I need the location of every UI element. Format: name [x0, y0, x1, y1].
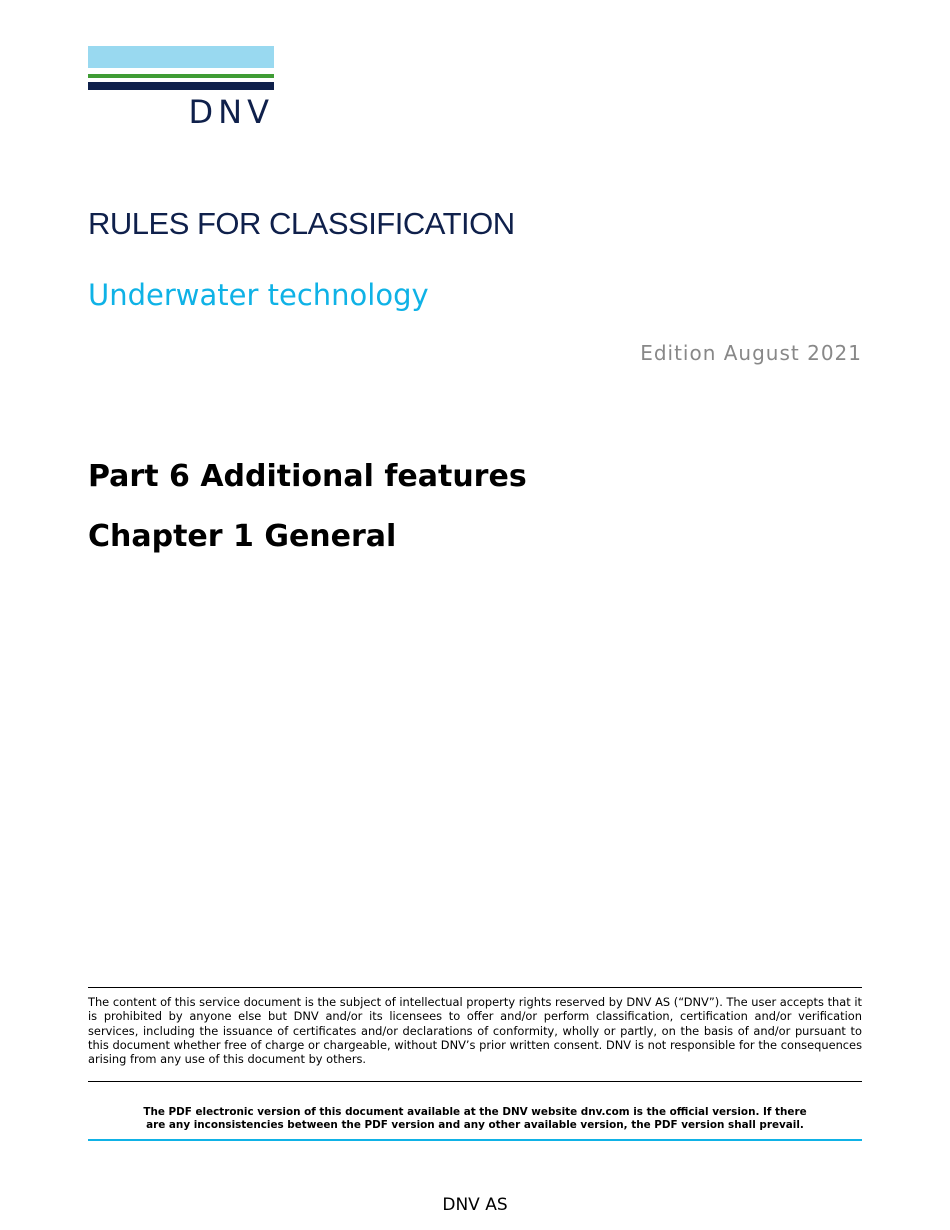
- logo-light-blue-band: [88, 46, 274, 68]
- document-type-title: RULES FOR CLASSIFICATION: [88, 206, 515, 241]
- part-title: Part 6 Additional features: [88, 459, 527, 494]
- document-subject: Underwater technology: [88, 278, 429, 312]
- pdf-notice-line-1: The PDF electronic version of this document available at the DNV website dnv.com is the official version. If there: [143, 1106, 807, 1118]
- publisher-name: DNV AS: [442, 1195, 508, 1215]
- logo-wordmark: DNV: [188, 93, 274, 131]
- divider-top: [88, 987, 862, 988]
- copyright-disclaimer: The content of this service document is the subject of intellectual property rights reserved by DNV AS (“DNV”). The user accepts that it is prohibited by anyone else but DNV and/or its licensees to offer and/or perform classification, certification and/or verification services, including the issuance of certificates and/or declarations of conformity, wholly or partly, on the basis of and/or pursuant to this document whether free of charge or chargeable, without DNV’s prior written consent. DNV is not responsible for the consequences arising from any use of this document by others.: [88, 995, 862, 1067]
- chapter-title: Chapter 1 General: [88, 519, 397, 554]
- pdf-notice-line-2: are any inconsistencies between the PDF version and any other available version, the PDF version shall prevail.: [146, 1119, 804, 1131]
- divider-cyan: [88, 1139, 862, 1141]
- pdf-official-version-notice: [88, 1106, 862, 1132]
- logo-green-band: [88, 74, 274, 78]
- edition-date: Edition August 2021: [640, 341, 862, 365]
- logo-dark-blue-band: [88, 82, 274, 90]
- divider-middle: [88, 1081, 862, 1082]
- dnv-logo: [88, 46, 274, 131]
